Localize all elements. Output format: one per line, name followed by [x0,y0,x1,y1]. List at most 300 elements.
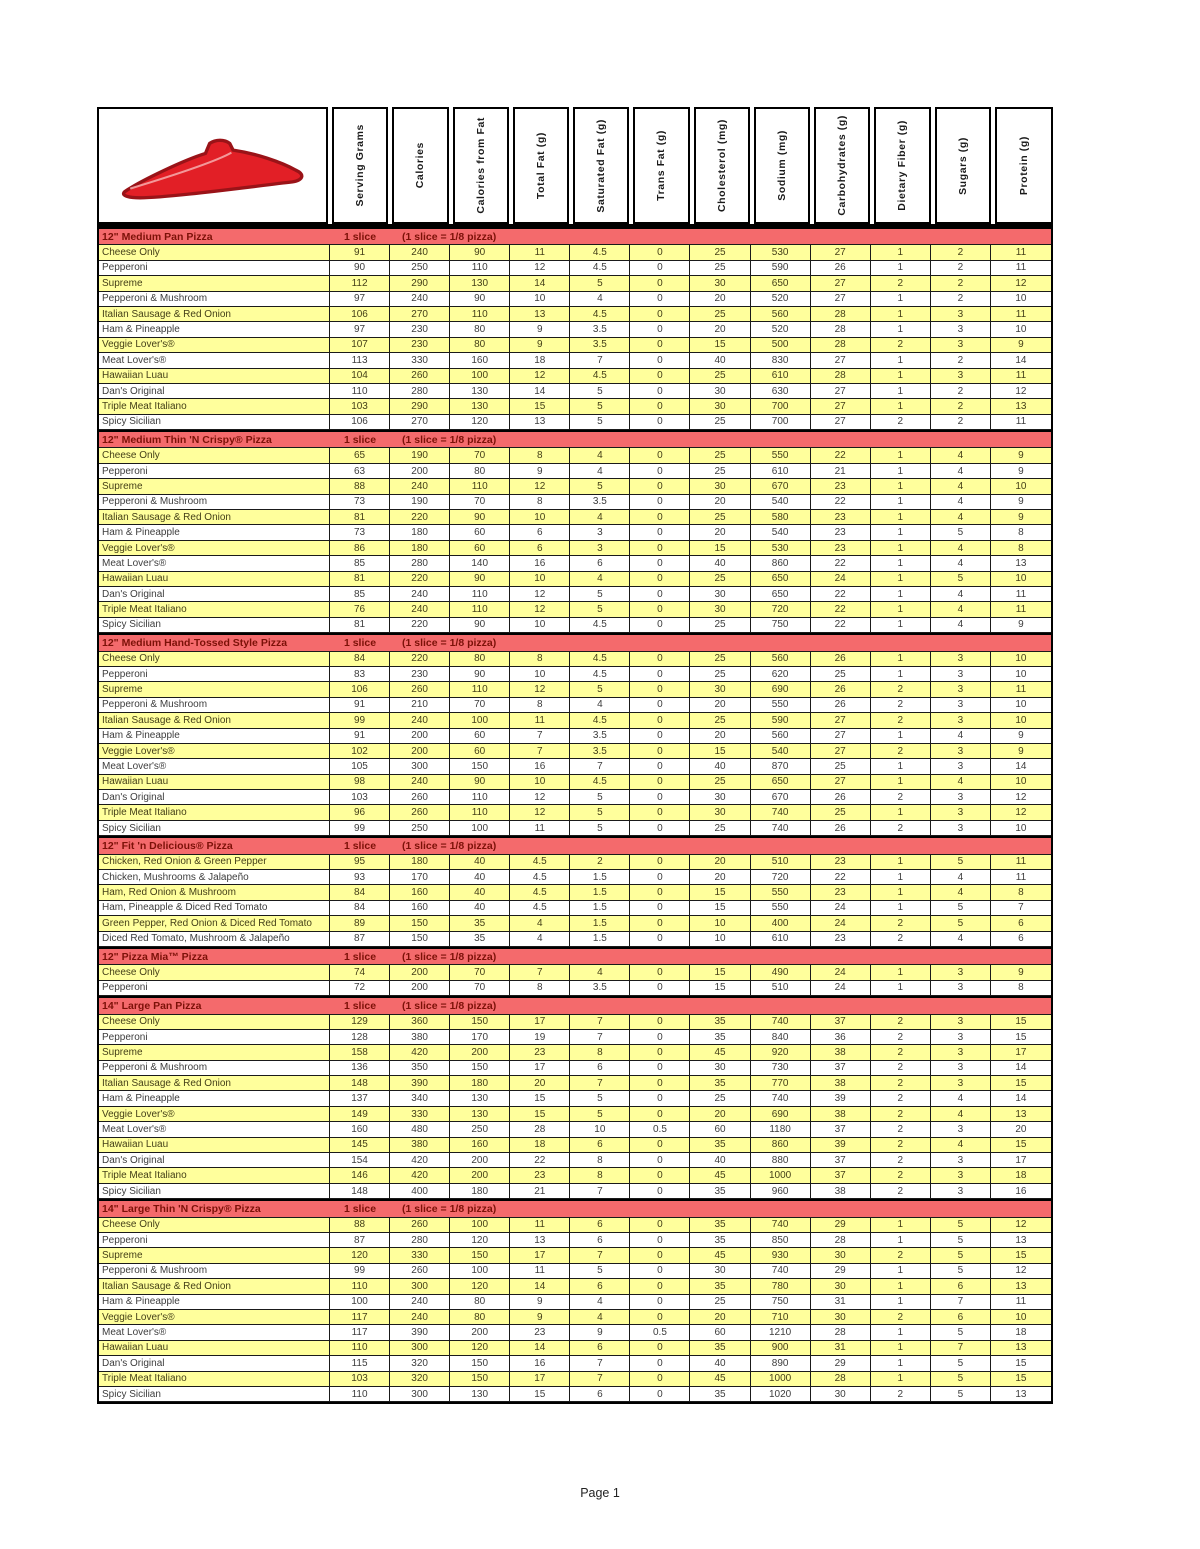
nutrition-value: 3 [931,1076,991,1091]
nutrition-value: 15 [991,1372,1051,1387]
nutrition-value: 1 [871,870,931,885]
product-name: Cheese Only [99,652,330,667]
product-name: Pepperoni [99,981,330,996]
nutrition-value: 3 [931,1030,991,1045]
nutrition-value: 560 [751,729,811,744]
nutrition-value: 23 [811,510,871,525]
nutrition-value: 240 [390,1310,450,1325]
nutrition-value: 4.5 [510,855,570,870]
nutrition-value: 26 [811,790,871,805]
product-name: Triple Meat Italiano [99,399,330,414]
nutrition-value: 170 [450,1030,510,1045]
product-name: Hawaiian Luau [99,572,330,587]
nutrition-value: 14 [991,1061,1051,1076]
nutrition-value: 31 [811,1341,871,1356]
column-header [332,107,388,224]
nutrition-value: 117 [330,1310,390,1325]
nutrition-value: 4.5 [570,667,630,682]
product-name: Ham & Pineapple [99,729,330,744]
nutrition-value: 2 [871,1310,931,1325]
nutrition-value: 13 [991,399,1051,414]
nutrition-value: 90 [450,667,510,682]
nutrition-value: 98 [330,775,390,790]
nutrition-value: 25 [690,1295,750,1310]
nutrition-value: 9 [510,1295,570,1310]
nutrition-value: 2 [871,1248,931,1263]
nutrition-value: 37 [811,1122,871,1137]
nutrition-value: 2 [871,1076,931,1091]
nutrition-value: 1 [871,384,931,399]
nutrition-value: 35 [690,1076,750,1091]
nutrition-value: 15 [690,541,750,556]
nutrition-value: 0 [630,981,690,996]
nutrition-value: 290 [390,399,450,414]
product-name: Italian Sausage & Red Onion [99,510,330,525]
serving-note-label: (1 slice = 1/8 pizza) [402,433,497,446]
product-name: Cheese Only [99,1218,330,1233]
nutrition-value: 10 [991,821,1051,836]
table-row [99,1218,1051,1233]
nutrition-value: 200 [450,1045,510,1060]
product-name: Veggie Lover's® [99,541,330,556]
nutrition-value: 88 [330,1218,390,1233]
nutrition-value: 540 [751,495,811,510]
nutrition-value: 280 [390,556,450,571]
product-name: Dan's Original [99,1153,330,1168]
product-name: Chicken, Mushrooms & Jalapeño [99,870,330,885]
product-name: Supreme [99,1045,330,1060]
nutrition-value: 5 [570,479,630,494]
nutrition-value: 25 [811,667,871,682]
product-name: Ham, Pineapple & Diced Red Tomato [99,901,330,916]
nutrition-value: 0 [630,322,690,337]
nutrition-value: 7 [570,759,630,774]
table-row [99,556,1051,571]
table-row [99,1122,1051,1137]
nutrition-value: 2 [871,1387,931,1402]
nutrition-value: 0 [630,618,690,633]
nutrition-value: 30 [690,805,750,820]
nutrition-value: 11 [991,1295,1051,1310]
nutrition-value: 74 [330,965,390,980]
nutrition-value: 120 [450,1341,510,1356]
nutrition-value: 115 [330,1356,390,1371]
nutrition-value: 5 [570,805,630,820]
nutrition-value: 240 [390,479,450,494]
nutrition-value: 3 [931,790,991,805]
nutrition-value: 710 [751,1310,811,1325]
nutrition-value: 45 [690,1168,750,1183]
nutrition-value: 15 [690,965,750,980]
nutrition-value: 37 [811,1061,871,1076]
nutrition-value: 45 [690,1248,750,1263]
nutrition-value: 11 [991,587,1051,602]
nutrition-value: 15 [510,399,570,414]
nutrition-value: 14 [510,1341,570,1356]
nutrition-value: 1 [871,541,931,556]
nutrition-value: 0 [630,805,690,820]
product-name: Veggie Lover's® [99,744,330,759]
nutrition-value: 7 [991,901,1051,916]
nutrition-value: 4 [931,448,991,463]
nutrition-value: 2 [871,916,931,931]
nutrition-value: 110 [330,384,390,399]
table-row [99,870,1051,885]
section-header [99,947,1051,965]
nutrition-value: 560 [751,307,811,322]
table-row [99,1061,1051,1076]
nutrition-value: 12 [510,602,570,617]
nutrition-value: 13 [510,307,570,322]
nutrition-value: 4 [931,495,991,510]
nutrition-value: 1 [871,775,931,790]
nutrition-value: 20 [510,1076,570,1091]
nutrition-value: 28 [811,1233,871,1248]
table-row [99,821,1051,836]
nutrition-value: 6 [510,541,570,556]
nutrition-value: 20 [690,292,750,307]
product-name: Pepperoni [99,1030,330,1045]
nutrition-value: 23 [510,1325,570,1340]
nutrition-value: 180 [390,855,450,870]
nutrition-value: 1 [871,369,931,384]
nutrition-value: 130 [450,1387,510,1402]
nutrition-value: 3.5 [570,744,630,759]
nutrition-value: 15 [991,1356,1051,1371]
nutrition-value: 23 [510,1045,570,1060]
nutrition-value: 136 [330,1061,390,1076]
nutrition-value: 3 [931,1153,991,1168]
nutrition-value: 2 [871,1122,931,1137]
nutrition-value: 7 [510,744,570,759]
nutrition-value: 3.5 [570,338,630,353]
nutrition-value: 330 [390,1248,450,1263]
nutrition-value: 73 [330,525,390,540]
nutrition-value: 730 [751,1061,811,1076]
nutrition-value: 15 [991,1015,1051,1030]
column-header-label: Carbohydrates (g) [836,115,849,216]
product-name: Pepperoni [99,261,330,276]
table-row [99,1372,1051,1387]
nutrition-value: 29 [811,1356,871,1371]
nutrition-value: 11 [510,713,570,728]
nutrition-value: 3 [931,965,991,980]
nutrition-value: 0 [630,1030,690,1045]
product-name: Cheese Only [99,1015,330,1030]
table-row [99,541,1051,556]
nutrition-value: 8 [991,885,1051,900]
nutrition-value: 14 [510,1279,570,1294]
nutrition-value: 15 [991,1076,1051,1091]
nutrition-value: 112 [330,276,390,291]
nutrition-value: 160 [450,1138,510,1153]
nutrition-value: 90 [450,292,510,307]
section-title: 12" Medium Thin 'N Crispy® Pizza [102,433,272,446]
nutrition-value: 90 [450,775,510,790]
nutrition-value: 22 [811,587,871,602]
nutrition-value: 110 [450,307,510,322]
nutrition-value: 190 [390,448,450,463]
serving-note-label: (1 slice = 1/8 pizza) [402,950,497,963]
nutrition-value: 4 [570,1295,630,1310]
nutrition-value: 4.5 [570,245,630,260]
nutrition-value: 10 [991,292,1051,307]
nutrition-value: 25 [690,1091,750,1106]
nutrition-value: 27 [811,415,871,430]
nutrition-value: 73 [330,495,390,510]
column-header-label: Cholesterol (mg) [715,118,728,213]
nutrition-value: 89 [330,916,390,931]
nutrition-value: 7 [570,1184,630,1199]
nutrition-value: 4.5 [510,901,570,916]
nutrition-value: 31 [811,1295,871,1310]
nutrition-value: 190 [390,495,450,510]
nutrition-value: 14 [991,759,1051,774]
nutrition-value: 16 [510,556,570,571]
serving-size-label: 1 slice [343,1202,377,1215]
nutrition-value: 19 [510,1030,570,1045]
nutrition-value: 4 [931,479,991,494]
nutrition-value: 200 [450,1168,510,1183]
nutrition-value: 1 [871,510,931,525]
nutrition-value: 80 [450,652,510,667]
nutrition-value: 102 [330,744,390,759]
nutrition-value: 230 [390,322,450,337]
product-name: Hawaiian Luau [99,369,330,384]
nutrition-value: 550 [751,698,811,713]
serving-size-label: 1 slice [343,839,377,852]
nutrition-value: 3 [931,682,991,697]
table-row [99,932,1051,947]
nutrition-value: 3 [931,1168,991,1183]
nutrition-value: 30 [690,587,750,602]
nutrition-value: 130 [450,1107,510,1122]
nutrition-value: 0 [630,1387,690,1402]
nutrition-value: 106 [330,682,390,697]
nutrition-value: 25 [690,464,750,479]
table-row [99,1153,1051,1168]
column-header-label: Protein (g) [1017,135,1030,196]
nutrition-value: 0 [630,292,690,307]
nutrition-value: 270 [390,307,450,322]
column-header-label: Serving Grams [354,124,367,207]
nutrition-value: 4 [570,1310,630,1325]
nutrition-value: 130 [450,276,510,291]
nutrition-value: 300 [390,1387,450,1402]
table-row [99,572,1051,587]
nutrition-value: 2 [871,1015,931,1030]
nutrition-value: 22 [510,1153,570,1168]
nutrition-value: 1 [871,1341,931,1356]
nutrition-value: 39 [811,1091,871,1106]
column-header [694,107,750,224]
nutrition-value: 25 [690,652,750,667]
serving-size-label: 1 slice [343,433,377,446]
nutrition-value: 0 [630,652,690,667]
nutrition-value: 1 [871,525,931,540]
nutrition-value: 17 [510,1015,570,1030]
section-header [99,633,1051,651]
nutrition-value: 26 [811,261,871,276]
nutrition-value: 80 [450,338,510,353]
column-header [453,107,509,224]
nutrition-value: 9 [570,1325,630,1340]
nutrition-value: 3 [931,759,991,774]
nutrition-value: 180 [450,1076,510,1091]
nutrition-value: 25 [690,369,750,384]
nutrition-value: 100 [450,1264,510,1279]
nutrition-value: 0 [630,759,690,774]
nutrition-value: 40 [690,353,750,368]
nutrition-value: 400 [751,916,811,931]
nutrition-value: 40 [450,885,510,900]
nutrition-value: 2 [871,338,931,353]
nutrition-value: 7 [570,1372,630,1387]
nutrition-value: 18 [510,1138,570,1153]
nutrition-value: 10 [991,667,1051,682]
nutrition-value: 590 [751,713,811,728]
nutrition-value: 6 [570,556,630,571]
nutrition-value: 137 [330,1091,390,1106]
nutrition-value: 15 [991,1138,1051,1153]
column-header [995,107,1053,224]
nutrition-value: 0 [630,479,690,494]
column-header [513,107,569,224]
nutrition-value: 30 [690,276,750,291]
product-name: Pepperoni [99,1233,330,1248]
nutrition-value: 35 [690,1279,750,1294]
nutrition-value: 25 [690,821,750,836]
nutrition-value: 22 [811,448,871,463]
nutrition-value: 6 [570,1279,630,1294]
nutrition-value: 2 [931,261,991,276]
column-header-label: Sodium (mg) [775,130,788,201]
product-name: Triple Meat Italiano [99,1372,330,1387]
nutrition-value: 0 [630,1015,690,1030]
nutrition-value: 11 [991,415,1051,430]
nutrition-value: 25 [690,775,750,790]
nutrition-value: 18 [510,353,570,368]
table-row [99,1076,1051,1091]
pizza-hut-roof-logo [113,120,313,212]
nutrition-value: 250 [450,1122,510,1137]
nutrition-value: 1 [871,652,931,667]
nutrition-value: 3.5 [570,981,630,996]
nutrition-value: 81 [330,510,390,525]
nutrition-value: 8 [991,525,1051,540]
nutrition-value: 1.5 [570,885,630,900]
nutrition-value: 5 [570,1091,630,1106]
nutrition-value: 5 [570,587,630,602]
nutrition-value: 280 [390,1233,450,1248]
nutrition-value: 610 [751,932,811,947]
nutrition-value: 520 [751,322,811,337]
nutrition-value: 260 [390,369,450,384]
nutrition-value: 650 [751,775,811,790]
nutrition-value: 107 [330,338,390,353]
column-header [392,107,448,224]
nutrition-value: 12 [510,790,570,805]
product-name: Italian Sausage & Red Onion [99,713,330,728]
nutrition-value: 106 [330,415,390,430]
nutrition-value: 37 [811,1015,871,1030]
nutrition-value: 37 [811,1168,871,1183]
nutrition-value: 27 [811,245,871,260]
nutrition-value: 1 [871,1218,931,1233]
product-name: Triple Meat Italiano [99,1168,330,1183]
nutrition-value: 27 [811,744,871,759]
nutrition-value: 91 [330,698,390,713]
nutrition-value: 26 [811,698,871,713]
table-row [99,276,1051,291]
nutrition-value: 0 [630,495,690,510]
nutrition-value: 5 [570,1264,630,1279]
nutrition-value: 12 [510,805,570,820]
product-name: Pepperoni & Mushroom [99,495,330,510]
nutrition-value: 60 [450,744,510,759]
nutrition-value: 0 [630,855,690,870]
nutrition-value: 3 [931,1045,991,1060]
nutrition-value: 9 [991,464,1051,479]
nutrition-value: 2 [931,415,991,430]
nutrition-value: 3 [931,713,991,728]
nutrition-value: 9 [991,510,1051,525]
nutrition-value: 330 [390,1107,450,1122]
nutrition-value: 27 [811,729,871,744]
product-name: Hawaiian Luau [99,1138,330,1153]
nutrition-value: 5 [931,525,991,540]
nutrition-value: 6 [570,1233,630,1248]
product-name: Meat Lover's® [99,1325,330,1340]
nutrition-value: 20 [690,1310,750,1325]
section-title: 12" Medium Hand-Tossed Style Pizza [102,636,288,649]
nutrition-value: 14 [991,1091,1051,1106]
nutrition-value: 90 [330,261,390,276]
nutrition-value: 20 [690,870,750,885]
nutrition-value: 3 [931,652,991,667]
nutrition-value: 15 [690,885,750,900]
nutrition-value: 11 [991,307,1051,322]
nutrition-value: 35 [690,1233,750,1248]
nutrition-value: 770 [751,1076,811,1091]
table-row [99,495,1051,510]
nutrition-value: 1.5 [570,870,630,885]
nutrition-value: 30 [811,1248,871,1263]
nutrition-value: 2 [871,1091,931,1106]
nutrition-value: 5 [931,855,991,870]
nutrition-value: 480 [390,1122,450,1137]
nutrition-value: 10 [991,322,1051,337]
nutrition-value: 80 [450,322,510,337]
nutrition-value: 1 [871,587,931,602]
nutrition-value: 5 [931,1233,991,1248]
nutrition-value: 12 [991,1264,1051,1279]
nutrition-value: 4 [931,1107,991,1122]
nutrition-value: 22 [811,602,871,617]
nutrition-value: 21 [510,1184,570,1199]
nutrition-value: 150 [390,932,450,947]
nutrition-value: 10 [991,698,1051,713]
nutrition-value: 7 [510,729,570,744]
nutrition-value: 23 [811,541,871,556]
nutrition-value: 17 [510,1248,570,1263]
nutrition-value: 3.5 [570,322,630,337]
nutrition-value: 0 [630,572,690,587]
nutrition-value: 11 [991,855,1051,870]
nutrition-value: 250 [390,261,450,276]
nutrition-value: 4.5 [570,261,630,276]
product-name: Pepperoni & Mushroom [99,698,330,713]
